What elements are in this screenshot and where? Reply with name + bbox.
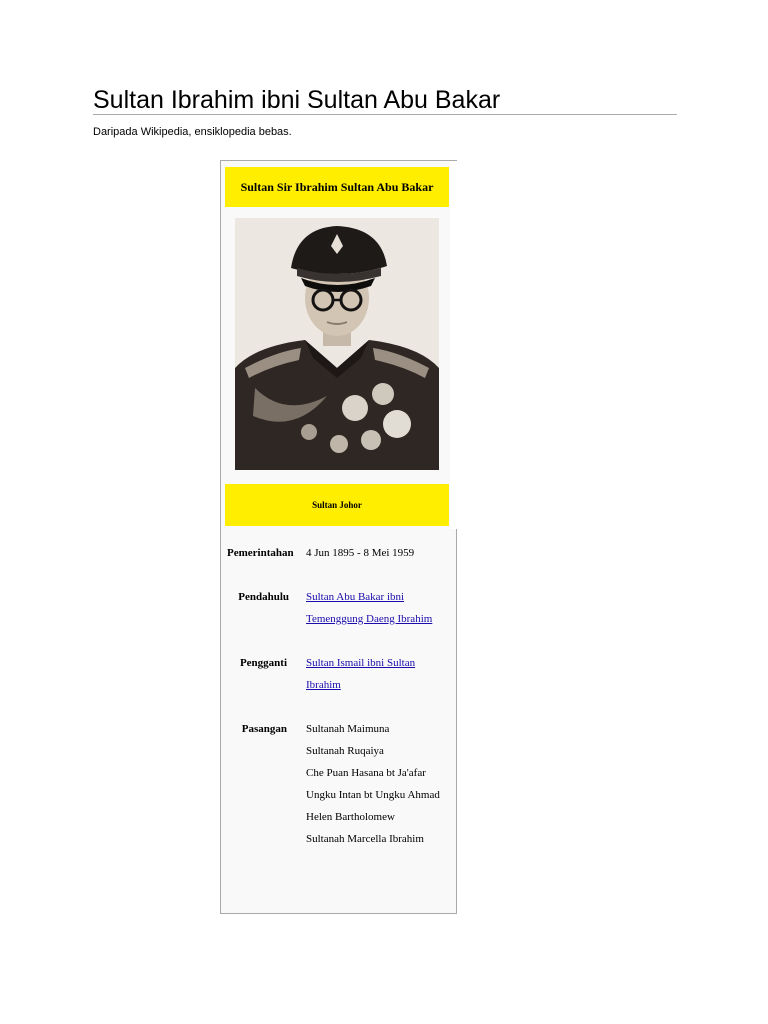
predecessor-link-line1[interactable]: Sultan Abu Bakar ibni: [306, 591, 405, 603]
infobox: [220, 160, 457, 914]
page-title: Sultan Ibrahim ibni Sultan Abu Bakar: [93, 86, 501, 114]
successor-label: Pengganti: [239, 657, 287, 669]
consort-name: Ungku Intan bt Ungku Ahmad: [306, 789, 440, 801]
consort-name: Sultanah Marcella Ibrahim: [306, 833, 424, 845]
successor-value: [306, 652, 456, 696]
predecessor-value: [306, 586, 456, 630]
predecessor-label: Pendahulu: [238, 591, 289, 603]
portrait-image: [235, 218, 439, 470]
infobox-header: Sultan Sir Ibrahim Sultan Abu Bakar: [225, 167, 449, 207]
consort-name: Helen Bartholomew: [306, 811, 395, 823]
consort-name: Che Puan Hasana bt Ja'afar: [306, 767, 426, 779]
consorts-value: [306, 718, 456, 850]
title-divider: [93, 114, 677, 115]
successor-link-line1[interactable]: Sultan Ismail ibni Sultan: [306, 657, 416, 669]
consort-name: Sultanah Maimuna: [306, 723, 390, 735]
reign-value: 4 Jun 1895 - 8 Mei 1959: [306, 547, 415, 559]
predecessor-link-line2[interactable]: Temenggung Daeng Ibrahim: [306, 613, 433, 625]
consort-name: Sultanah Ruqaiya: [306, 745, 384, 757]
page-tagline: Daripada Wikipedia, ensiklopedia bebas.: [93, 126, 292, 138]
infobox-subheader: Sultan Johor: [225, 484, 449, 526]
consorts-label: Pasangan: [241, 723, 287, 735]
reign-label: Pemerintahan: [227, 547, 294, 559]
successor-link-line2[interactable]: Ibrahim: [306, 679, 341, 691]
